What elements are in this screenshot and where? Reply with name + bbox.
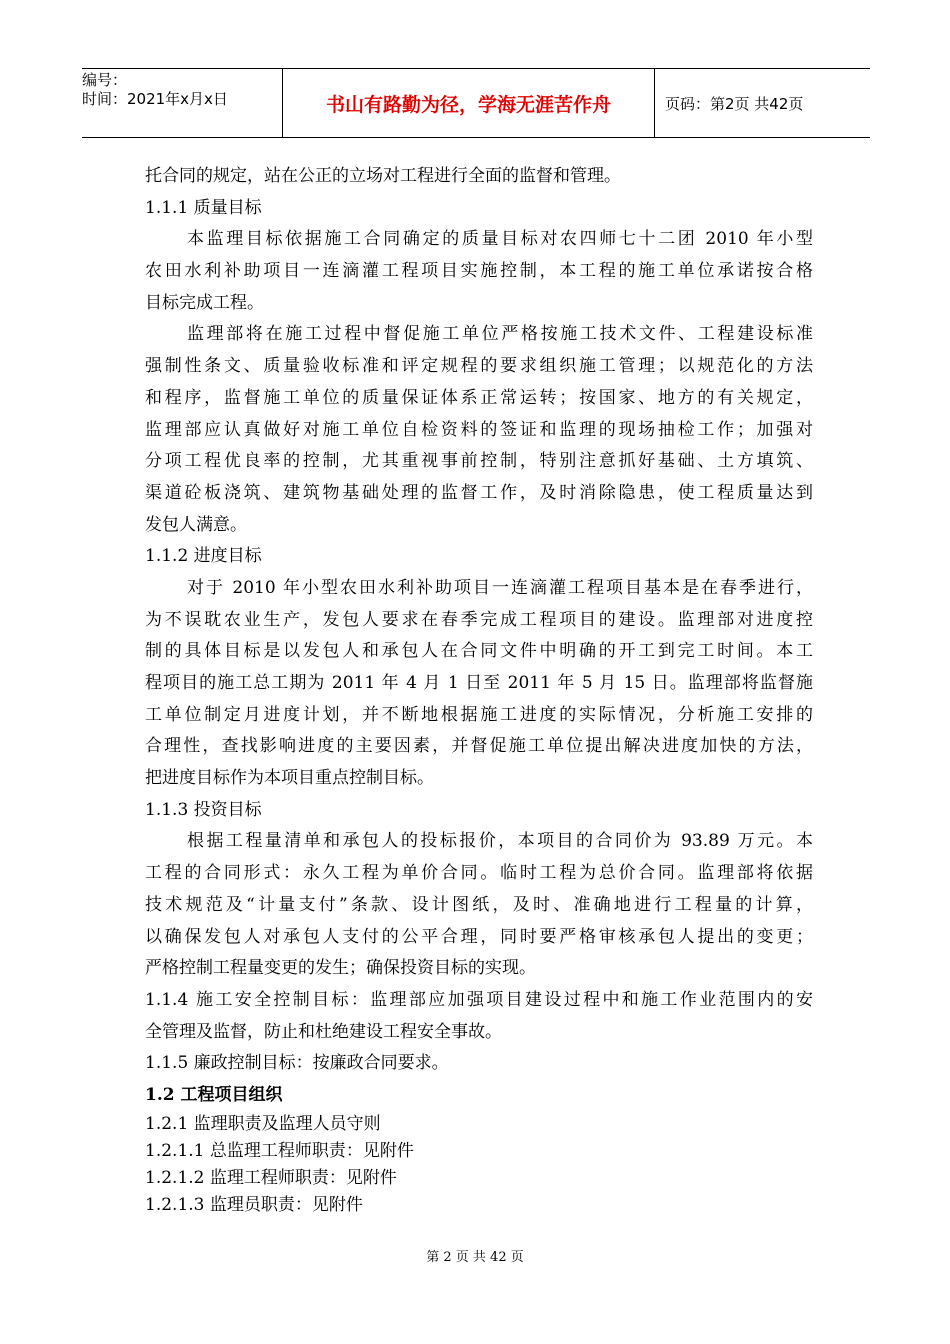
body-line: 对于 2010 年小型农田水利补助项目一连滴灌工程项目基本是在春季进行，: [187, 577, 813, 598]
body-line: 为不误耽农业生产，发包人要求在春季完成工程项目的建设。监理部对进度控: [145, 609, 813, 630]
body-line: 以确保发包人对承包人支付的公平合理，同时要严格审核承包人提出的变更；: [145, 926, 813, 947]
page-header: [82, 68, 870, 138]
list-item: 1.2.1.1 总监理工程师职责：见附件: [145, 1140, 414, 1161]
body-line: 农田水利补助项目一连滴灌工程项目实施控制，本工程的施工单位承诺按合格: [145, 261, 813, 282]
body-line: 严格控制工程量变更的发生；确保投资目标的实现。: [145, 958, 536, 979]
body-line: 目标完成工程。: [145, 292, 264, 313]
body-line: 分项工程优良率的控制，尤其重视事前控制，特别注意抓好基础、土方填筑、: [145, 451, 813, 472]
header-meta: [82, 69, 282, 137]
body-line: 合理性，查找影响进度的主要因素，并督促施工单位提出解决进度加快的方法，: [145, 736, 813, 757]
list-item: 1.2.1.2 监理工程师职责：见附件: [145, 1167, 397, 1188]
body-line: 托合同的规定，站在公正的立场对工程进行全面的监督和管理。: [145, 166, 621, 186]
body-line: 渠道砼板浇筑、建筑物基础处理的监督工作，及时消除隐患，使工程质量达到: [145, 482, 813, 503]
body-line: 工单位制定月进度计划，并不断地根据施工进度的实际情况，分析施工安排的: [145, 704, 813, 725]
body-line: 制的具体目标是以发包人和承包人在合同文件中明确的开工到完工时间。本工: [145, 641, 813, 662]
body-line: 监理部应认真做好对施工单位自检资料的签证和监理的现场抽检工作；加强对: [145, 419, 813, 440]
page-footer: 第 2 页 共 42 页: [426, 1250, 524, 1265]
section-heading-1-1-5: 1.1.5 廉政控制目标：按廉政合同要求。: [145, 1053, 449, 1074]
header-motto: 书山有路勤为径，学海无涯苦作舟: [282, 69, 655, 137]
body-line: 监理部将在施工过程中督促施工单位严格按施工技术文件、工程建设标准: [187, 324, 813, 345]
body-line: 工程的合同形式：永久工程为单价合同。临时工程为总价合同。监理部将依据: [145, 863, 813, 884]
body-line: 技术规范及“计量支付”条款、设计图纸，及时、准确地进行工程量的计算，: [145, 894, 813, 915]
body-line: 根据工程量清单和承包人的投标报价，本项目的合同价为 93.89 万元。本: [187, 831, 813, 852]
section-heading-1-2: 1.2 工程项目组织: [145, 1084, 283, 1105]
body-line: 把进度目标作为本项目重点控制目标。: [145, 768, 434, 789]
header-page-info: 页码：第2页 共42页: [665, 94, 804, 113]
body-line: 程项目的施工总工期为 2011 年 4 月 1 日至 2011 年 5 月 15 日。监理部将监督施: [145, 673, 813, 693]
section-heading-1-1-2: 1.1.2 进度目标: [145, 546, 262, 567]
document-body: [145, 161, 813, 1219]
body-line: 强制性条文、质量验收标准和评定规程的要求组织施工管理；以规范化的方法: [145, 356, 813, 377]
body-line: 发包人满意。: [145, 514, 247, 535]
document-number-label: 编号：: [82, 71, 128, 89]
document-time-label: 时间：2021年x月x日: [82, 90, 228, 108]
section-heading-1-1-4: 1.1.4 施工安全控制目标：监理部应加强项目建设过程中和施工作业范围内的安: [145, 989, 813, 1010]
section-heading-1-1-1: 1.1.1 质量目标: [145, 197, 262, 218]
list-item: 1.2.1.3 监理员职责：见附件: [145, 1194, 363, 1215]
body-line: 全管理及监督，防止和杜绝建设工程安全事故。: [145, 1021, 502, 1042]
body-line: 和程序，监督施工单位的质量保证体系正常运转；按国家、地方的有关规定，: [145, 387, 813, 408]
body-line: 本监理目标依据施工合同确定的质量目标对农四师七十二团 2010 年小型: [187, 229, 813, 250]
section-heading-1-2-1: 1.2.1 监理职责及监理人员守则: [145, 1113, 381, 1134]
section-heading-1-1-3: 1.1.3 投资目标: [145, 799, 262, 820]
